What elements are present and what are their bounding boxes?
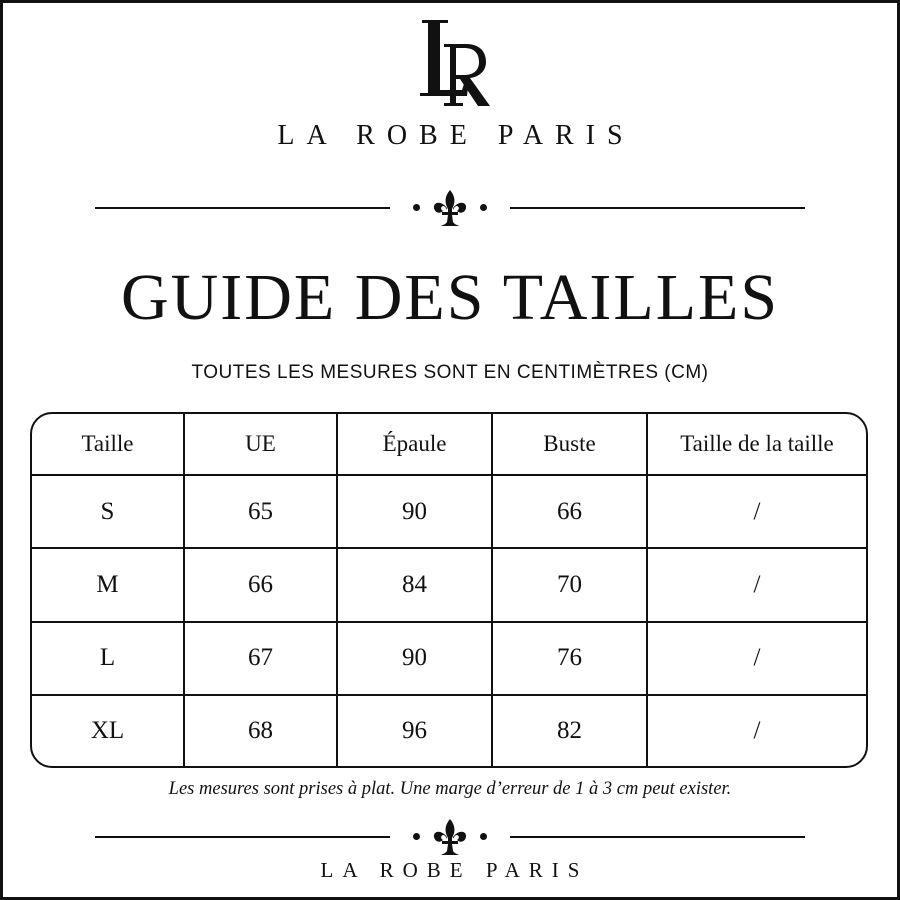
table-cell-ue: 67 [184,622,337,695]
table-cell-buste: 70 [492,548,647,621]
table-cell-tour-de-taille: / [647,695,866,766]
table-cell-size: XL [32,695,184,766]
divider-line [510,836,805,838]
table-cell-epaule: 90 [337,475,492,548]
table-cell-size: L [32,622,184,695]
page-title: GUIDE DES TAILLES [120,261,780,334]
table-row [32,475,866,548]
size-table [30,412,868,768]
brand-name-top: LA ROBE PARIS [277,120,635,151]
table-cell-size: S [32,475,184,548]
divider-ornament-bottom [95,817,805,857]
table-cell-buste: 82 [492,695,647,766]
divider-ornament-top [95,188,805,228]
divider-line [95,207,390,209]
table-row [32,695,866,766]
divider-line [95,836,390,838]
fleur-de-lis-icon [431,817,469,857]
table-cell-ue: 66 [184,548,337,621]
table-cell-size: M [32,548,184,621]
table-cell-epaule: 96 [337,695,492,766]
table-row [32,548,866,621]
divider-dot [480,833,487,840]
page-subtitle: TOUTES LES MESURES SONT EN CENTIMÈTRES (CM) [191,362,709,383]
table-cell-epaule: 84 [337,548,492,621]
measurement-note: Les mesures sont prises à plat. Une marge d’erreur de 1 à 3 cm peut exister. [168,779,732,799]
table-cell-ue: 65 [184,475,337,548]
fleur-de-lis-icon [431,188,469,228]
column-header-ue: UE [184,414,337,475]
divider-dot [480,204,487,211]
table-row [32,622,866,695]
table-header-row [32,414,866,475]
divider-line [510,207,805,209]
table-cell-tour-de-taille: / [647,548,866,621]
lr-monogram-logo [400,14,500,114]
divider-dot [413,833,420,840]
column-header-tour-de-taille: Taille de la taille [647,414,866,475]
table-cell-buste: 76 [492,622,647,695]
column-header-buste: Buste [492,414,647,475]
column-header-epaule: Épaule [337,414,492,475]
column-header-taille: Taille [81,431,134,456]
table-cell-ue: 68 [184,695,337,766]
brand-name-bottom: LA ROBE PARIS [320,858,589,882]
table-cell-tour-de-taille: / [647,622,866,695]
table-cell-epaule: 90 [337,622,492,695]
table-cell-buste: 66 [492,475,647,548]
divider-dot [413,204,420,211]
table-cell-tour-de-taille: / [647,475,866,548]
